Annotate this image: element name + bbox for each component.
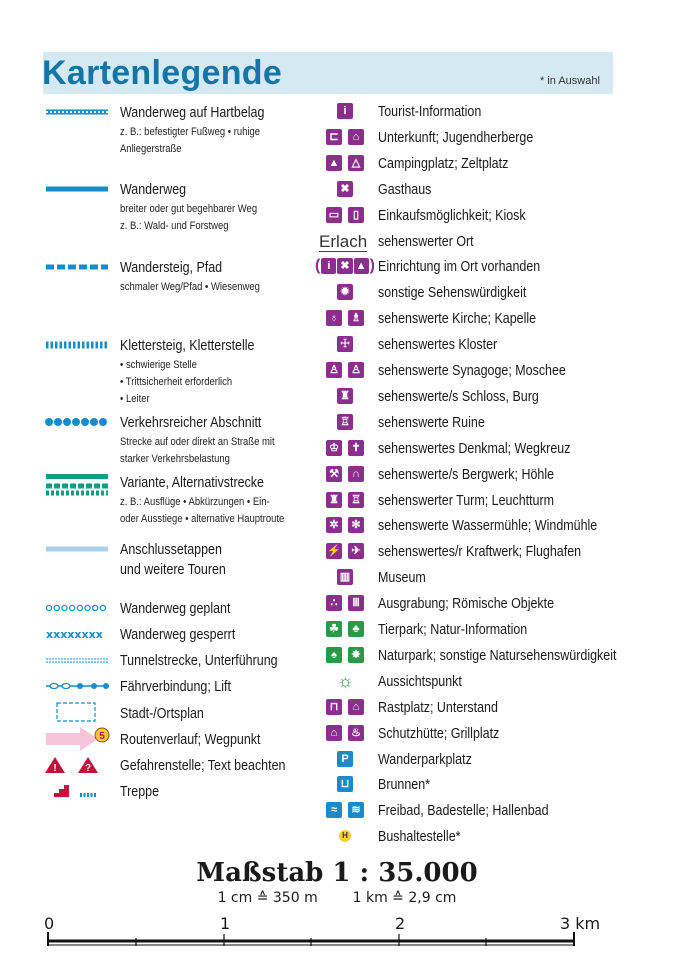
restaurant-icon: ✖ [337, 258, 352, 274]
icon-group [315, 258, 375, 276]
shop-icon: ▭ [326, 207, 342, 223]
line-symbol-icon [44, 652, 112, 676]
powerplant-icon: ⚡ [327, 545, 341, 558]
indoor-pool-icon: ≋ [348, 802, 364, 818]
kiosk-icon: ▯ [348, 207, 364, 223]
legend-title: Klettersteig, Kletterstelle [120, 338, 255, 354]
icon-group [315, 310, 375, 328]
legend-right-item [315, 827, 655, 847]
outdoor-pool-icon: ≈ [326, 802, 342, 818]
legend-label: sehenswerte Kirche; Kapelle [378, 311, 537, 328]
legend-label: Museum [378, 570, 426, 587]
line-symbol-icon [44, 757, 112, 781]
icon-group [315, 517, 375, 535]
legend-description: • schwierige Stelle [120, 359, 197, 371]
legend-title: Anschlussetappen [120, 542, 222, 558]
legend-right-item [315, 750, 655, 770]
legend-title: Wandersteig, Pfad [120, 260, 223, 276]
legend-description: Strecke auf oder direkt an Straße mit [120, 436, 275, 448]
legend-title: Gefahrenstelle; Text beachten [120, 758, 286, 774]
page-title: Kartenlegende [42, 54, 283, 92]
legend-title: Tunnelstrecke, Unterführung [120, 653, 278, 669]
legend-label: Einrichtung im Ort vorhanden [378, 259, 541, 276]
legend-right-item [315, 516, 655, 536]
line-symbol-icon [44, 705, 112, 729]
legend-label: Schutzhütte; Grillplatz [378, 725, 500, 742]
line-symbol-icon [44, 337, 112, 361]
shelter-icon: ⌂ [348, 699, 364, 715]
legend-right-item [315, 309, 655, 329]
line-symbol-icon [44, 541, 112, 565]
place-name-sample: Erlach [319, 231, 368, 251]
scale-subtitle [0, 890, 674, 906]
legend-label: sehenswerte Ruine [378, 414, 485, 431]
legend-description: • Leiter [120, 393, 150, 405]
legend-right-item [315, 180, 655, 200]
bus-icon: H [339, 830, 351, 842]
icon-group [315, 362, 375, 380]
parking-icon: P [337, 751, 353, 767]
legend-label: Aussichtspunkt [378, 673, 462, 690]
legend-label: sehenswerte/s Schloss, Burg [378, 388, 539, 405]
svg-text:!: ! [53, 763, 57, 774]
icon-group [315, 284, 375, 302]
icon-group [315, 670, 375, 691]
legend-title: Wanderweg gesperrt [120, 627, 236, 643]
icon-group [315, 828, 375, 846]
legend-label: Gasthaus [378, 181, 432, 198]
church-icon: ♁ [326, 310, 342, 326]
tick-2: 2 [395, 914, 406, 933]
legend-label: Naturpark; sonstige Natursehenswürdigkeit [378, 647, 617, 664]
legend-title: Verkehrsreicher Abschnitt [120, 415, 262, 431]
excavation-icon: ∴ [326, 595, 342, 611]
zoo-icon: ☘ [326, 621, 342, 637]
legend-right-item [315, 542, 655, 562]
legend-label: sehenswerte/s Bergwerk; Höhle [378, 466, 555, 483]
icon-group [315, 466, 375, 484]
legend-title: Stadt-/Ortsplan [120, 706, 204, 722]
svg-text:xxxxxxxx: xxxxxxxx [46, 628, 103, 641]
camp-icon: ▲ [354, 258, 369, 274]
tick-3: 3 km [560, 914, 601, 933]
legend-title: Wanderweg [120, 182, 187, 198]
icon-group [315, 776, 375, 794]
line-symbol-icon [44, 626, 112, 650]
legend-label: sehenswerte Synagoge; Moschee [378, 363, 566, 379]
icon-group [315, 103, 375, 121]
icon-group [315, 129, 375, 147]
legend-right-item [315, 801, 655, 821]
icon-group [315, 181, 375, 199]
scale-line2: 1 km ≙ 2,9 cm [352, 890, 457, 906]
icon-group [315, 207, 375, 225]
hostel-icon: ⌂ [348, 129, 364, 145]
line-symbol-icon [44, 181, 112, 205]
legend-description: z. B.: befestigter Fußweg • ruhige [120, 126, 261, 138]
legend-title: und weitere Touren [120, 562, 226, 578]
legend-label: Wanderparkplatz [378, 751, 472, 768]
synagogue-icon: ♙ [326, 362, 342, 378]
nature-info-icon: ♣ [348, 621, 364, 637]
legend-right-item [315, 335, 655, 355]
legend-description: starker Verkehrsbelastung [120, 453, 230, 465]
legend-right-item [315, 361, 655, 381]
line-symbol-icon [44, 600, 112, 624]
icon-group [315, 336, 375, 354]
legend-right-item [315, 594, 655, 614]
scale-line1: 1 cm ≙ 350 m [217, 890, 318, 906]
legend-title: Routenverlauf; Wegpunkt [120, 732, 261, 748]
tower-icon: ♜ [326, 492, 342, 508]
legend-right-item [315, 206, 655, 226]
legend-label: Campingplatz; Zeltplatz [378, 155, 509, 172]
legend-title: Variante, Alternativstrecke [120, 475, 264, 491]
legend-title: Treppe [120, 784, 160, 800]
legend-right-item [315, 465, 655, 485]
legend-right-item [315, 232, 655, 252]
legend-right-item [315, 568, 655, 588]
legend-right-item [315, 672, 655, 692]
svg-text:?: ? [84, 763, 92, 774]
line-symbol-icon [44, 414, 112, 438]
legend-title: Fährverbindung; Lift [120, 679, 231, 695]
svg-text:5: 5 [99, 731, 105, 742]
icon-group [315, 440, 375, 458]
nature-sight-icon: ✸ [348, 647, 364, 663]
legend-description: breiter oder gut begehbarer Weg [120, 203, 258, 215]
lighthouse-icon: ♖ [348, 492, 364, 508]
viewpoint-icon: ☼ [337, 670, 354, 691]
icon-group [315, 802, 375, 820]
tick-0: 0 [44, 914, 55, 933]
legend-right-item [315, 128, 655, 148]
cross-icon: ✝ [348, 440, 364, 456]
restaurant-icon: ✖ [337, 181, 353, 197]
legend-label: Brunnen* [378, 777, 431, 794]
legend-right-item [315, 646, 655, 666]
legend-right-item [315, 413, 655, 433]
line-symbol-icon [44, 783, 112, 807]
line-symbol-icon [44, 729, 112, 753]
legend-label: Ausgrabung; Römische Objekte [378, 596, 555, 613]
museum-icon: ▥ [337, 569, 353, 585]
legend-right-item [315, 698, 655, 718]
tent-icon: △ [348, 155, 364, 171]
legend-right-item [315, 102, 655, 122]
legend-right-item [315, 491, 655, 511]
ruin-icon: ♖ [337, 414, 353, 430]
icon-group [315, 414, 375, 432]
subtitle: * in Auswahl [540, 75, 600, 87]
icon-group [315, 725, 375, 743]
mine-icon: ⚒ [326, 466, 342, 482]
line-symbol-icon [44, 474, 112, 498]
legend-right-item [315, 439, 655, 459]
legend-label: sehenswertes/r Kraftwerk; Flughafen [378, 544, 582, 561]
legend-right-item [315, 257, 655, 277]
legend-description: oder Ausstiege • alternative Hauptroute [120, 513, 285, 525]
line-symbol-icon [44, 678, 112, 702]
i-icon: i [321, 258, 336, 274]
icon-group [315, 543, 375, 561]
legend-label: sehenswerte Wassermühle; Windmühle [378, 518, 598, 535]
legend-right-item [315, 283, 655, 303]
icon-group [315, 569, 375, 587]
monument-icon: ♔ [326, 440, 342, 456]
legend-description: z. B.: Wald- und Forstweg [120, 220, 229, 232]
fountain-icon: ⊔ [337, 776, 353, 792]
bed-icon: ⊏ [326, 129, 342, 145]
legend-right-item [315, 620, 655, 640]
scale-bar [44, 932, 584, 948]
legend-right-item [315, 775, 655, 795]
legend-label: sehenswerter Turm; Leuchtturm [378, 492, 555, 509]
legend-right-item [315, 724, 655, 744]
legend-title: Wanderweg auf Hartbelag [120, 105, 265, 121]
watermill-icon: ✲ [326, 517, 342, 533]
cave-icon: ∩ [348, 466, 364, 482]
scale-title: Maßstab 1 : 35.000 [196, 858, 478, 888]
icon-group [315, 621, 375, 639]
icon-group [315, 492, 375, 510]
legend-label: sehenswertes Denkmal; Wegkreuz [378, 440, 571, 457]
legend-right-item [315, 387, 655, 407]
legend-label: sehenswerter Ort [378, 233, 474, 250]
roman-icon: Ⅲ [348, 595, 364, 611]
monastery-icon: ☩ [337, 336, 353, 352]
legend-description: Anliegerstraße [120, 143, 182, 155]
legend-description: z. B.: Ausflüge • Abkürzungen • Ein- [120, 496, 270, 508]
mosque-icon: ♙ [348, 362, 364, 378]
star-icon: ✹ [337, 284, 353, 300]
castle-icon: ♜ [337, 388, 353, 404]
icon-group [315, 155, 375, 173]
paren-open-icon: ( [315, 257, 321, 275]
line-symbol-icon [44, 259, 112, 283]
legend-label: Bushaltestelle* [378, 829, 461, 846]
i-icon: i [337, 103, 353, 119]
legend-label: sehenswertes Kloster [378, 337, 498, 354]
paren-close-icon: ) [369, 257, 375, 275]
icon-group [315, 388, 375, 406]
legend-description: • Trittsicherheit erforderlich [120, 376, 233, 388]
chapel-icon: ♗ [348, 310, 364, 326]
legend-label: Tierpark; Natur-Information [378, 622, 528, 638]
legend-label: Einkaufsmöglichkeit; Kiosk [378, 207, 526, 224]
naturepark-icon: ♠ [326, 647, 342, 663]
legend-right-item [315, 154, 655, 174]
legend-label: Rastplatz; Unterstand [378, 699, 498, 716]
legend-label: sonstige Sehenswürdigkeit [378, 285, 527, 302]
icon-group [315, 647, 375, 665]
tick-1: 1 [220, 914, 231, 933]
bbq-icon: ♨ [348, 725, 364, 741]
legend-title: Wanderweg geplant [120, 601, 231, 617]
legend-label: Freibad, Badestelle; Hallenbad [378, 803, 549, 820]
icon-group [315, 595, 375, 613]
legend-label: Tourist-Information [378, 104, 482, 120]
camp-icon: ▲ [326, 155, 342, 171]
icon-group [315, 751, 375, 769]
rest-icon: ⊓ [326, 699, 342, 715]
legend-description: schmaler Weg/Pfad • Wiesenweg [120, 281, 260, 293]
icon-group [315, 699, 375, 717]
line-symbol-icon [44, 104, 112, 128]
windmill-icon: ✻ [348, 517, 364, 533]
airport-icon: ✈ [348, 543, 364, 559]
hut-icon: ⌂ [326, 725, 342, 741]
legend-label: Unterkunft; Jugendherberge [378, 129, 534, 146]
